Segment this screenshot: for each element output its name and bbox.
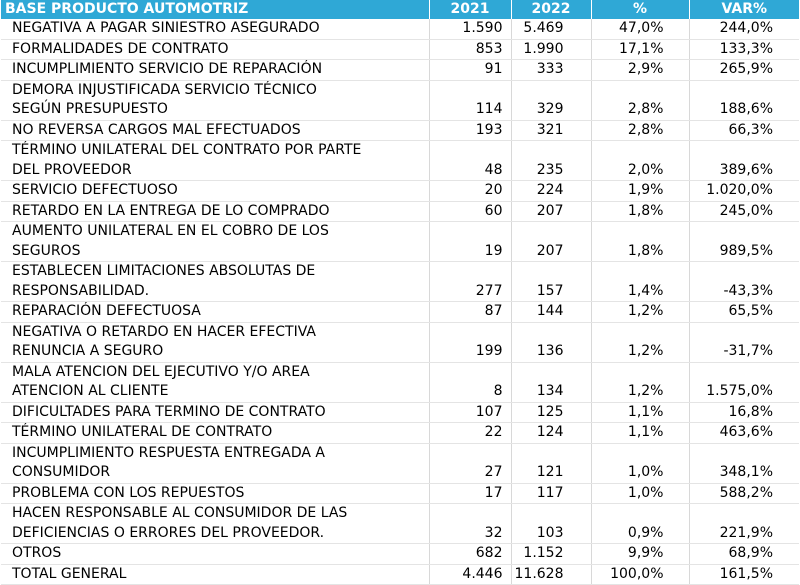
cell-variation[interactable]: 68,9% [689,544,799,565]
table-row [1,222,799,262]
cell-2021[interactable]: 277 [429,262,511,302]
cell-reason[interactable] [1,483,429,504]
cell-percent[interactable]: 1,2% [591,302,689,323]
reason-line-1: TOTAL GENERAL [12,565,127,582]
cell-2021[interactable]: 682 [429,544,511,565]
cell-2021[interactable]: 48 [429,141,511,181]
cell-percent[interactable]: 2,8% [591,120,689,141]
cell-reason[interactable] [1,544,429,565]
reason-line-1: TÉRMINO UNILATERAL DEL CONTRATO POR PARTE [12,142,362,158]
cell-reason[interactable] [1,201,429,222]
reason-line-1: DEMORA INJUSTIFICADA SERVICIO TÉCNICO [12,81,317,98]
table-row [1,141,799,181]
cell-2021[interactable]: 27 [429,443,511,483]
cell-reason[interactable] [1,60,429,81]
reason-line-1: HACEN RESPONSABLE AL CONSUMIDOR DE LAS [12,505,348,521]
cell-variation[interactable]: 16,8% [689,402,799,423]
cell-2022[interactable]: 124 [511,423,591,444]
cell-variation[interactable]: 66,3% [689,120,799,141]
table-row [1,181,799,202]
table-row [1,302,799,323]
cell-percent[interactable]: 47,0% [591,19,689,39]
table-row [1,201,799,222]
header-variation[interactable]: VAR% [689,0,799,19]
table-row [1,322,799,362]
reason-line-1: INCUMPLIMIENTO RESPUESTA ENTREGADA A [12,444,326,461]
cell-2021[interactable]: 853 [429,39,511,60]
cell-variation[interactable]: 389,6% [689,141,799,181]
header-row [1,0,799,19]
cell-reason[interactable] [1,80,429,120]
reason-line-1: NO REVERSA CARGOS MAL EFECTUADOS [12,121,301,138]
cell-2021[interactable]: 20 [429,181,511,202]
reason-line-2: CONSUMIDOR [12,464,111,480]
table-row [1,39,799,60]
cell-2022[interactable]: 157 [511,262,591,302]
table-row [1,19,799,39]
cell-2022[interactable]: 321 [511,120,591,141]
cell-variation[interactable]: 221,9% [689,504,799,544]
cell-2022[interactable]: 235 [511,141,591,181]
cell-percent[interactable]: 1,1% [591,423,689,444]
table-row [1,443,799,483]
reason-line-2: SEGUROS [12,242,81,259]
cell-2022[interactable]: 136 [511,322,591,362]
cell-percent[interactable]: 2,8% [591,80,689,120]
cell-2022[interactable]: 103 [511,504,591,544]
cell-reason[interactable] [1,362,429,402]
reason-line-2: RESPONSABILIDAD. [12,282,150,299]
cell-2021[interactable]: 8 [429,362,511,402]
cell-2021[interactable]: 1.590 [429,19,511,39]
cell-2022[interactable]: 207 [511,222,591,262]
cell-percent[interactable]: 1,0% [591,483,689,504]
cell-percent[interactable]: 100,0% [591,564,689,585]
cell-percent[interactable]: 2,9% [591,60,689,81]
cell-variation[interactable]: 989,5% [689,222,799,262]
cell-2022[interactable]: 1.152 [511,544,591,565]
complaints-table [1,0,799,585]
cell-2022[interactable]: 5.469 [511,19,591,39]
cell-2022[interactable]: 329 [511,80,591,120]
cell-reason[interactable] [1,564,429,585]
cell-reason[interactable] [1,222,429,262]
cell-percent[interactable]: 17,1% [591,39,689,60]
reason-line-2: SEGÚN PRESUPUESTO [12,101,168,117]
cell-reason[interactable] [1,181,429,202]
cell-reason[interactable] [1,402,429,423]
cell-2021[interactable]: 60 [429,201,511,222]
reason-line-1: SERVICIO DEFECTUOSO [12,182,178,198]
table-row [1,60,799,81]
reason-line-1: NEGATIVA A PAGAR SINIESTRO ASEGURADO [12,20,320,36]
cell-2021[interactable]: 4.446 [429,564,511,585]
cell-percent[interactable]: 1,4% [591,262,689,302]
cell-2021[interactable]: 193 [429,120,511,141]
cell-percent[interactable]: 1,1% [591,402,689,423]
cell-2022[interactable]: 333 [511,60,591,81]
cell-reason[interactable] [1,262,429,302]
reason-line-1: DIFICULTADES PARA TERMINO DE CONTRATO [12,403,326,420]
header-percent[interactable]: % [591,0,689,19]
cell-variation[interactable]: 245,0% [689,201,799,222]
cell-reason[interactable] [1,120,429,141]
reason-line-1: ESTABLECEN LIMITACIONES ABSOLUTAS DE [12,263,316,279]
header-product-base[interactable]: BASE PRODUCTO AUTOMOTRIZ [1,0,429,19]
reason-line-1: NEGATIVA O RETARDO EN HACER EFECTIVA [12,323,316,340]
cell-reason[interactable] [1,39,429,60]
table-row [1,402,799,423]
table-row [1,423,799,444]
reason-line-1: FORMALIDADES DE CONTRATO [12,40,229,57]
table-row [1,504,799,544]
reason-line-1: AUMENTO UNILATERAL EN EL COBRO DE LOS [12,223,329,239]
cell-percent[interactable]: 2,0% [591,141,689,181]
cell-reason[interactable] [1,443,429,483]
cell-2022[interactable]: 1.990 [511,39,591,60]
cell-percent[interactable]: 1,0% [591,443,689,483]
cell-2021[interactable]: 19 [429,222,511,262]
cell-variation[interactable]: 1.020,0% [689,181,799,202]
cell-variation[interactable]: 463,6% [689,423,799,444]
cell-variation[interactable]: 1.575,0% [689,362,799,402]
cell-percent[interactable]: 1,9% [591,181,689,202]
cell-2022[interactable]: 134 [511,362,591,402]
reason-line-2: DEL PROVEEDOR [12,161,132,178]
reason-line-1: INCUMPLIMIENTO SERVICIO DE REPARACIÓN [12,61,323,77]
header-year-2022[interactable]: 2022 [511,0,591,19]
cell-2022[interactable]: 144 [511,302,591,323]
cell-2021[interactable]: 32 [429,504,511,544]
cell-2022[interactable]: 125 [511,402,591,423]
cell-percent[interactable]: 0,9% [591,504,689,544]
cell-variation[interactable]: 265,9% [689,60,799,81]
cell-2022[interactable]: 207 [511,201,591,222]
cell-variation[interactable]: 244,0% [689,19,799,39]
cell-variation[interactable]: 65,5% [689,302,799,323]
reason-line-1: RETARDO EN LA ENTREGA DE LO COMPRADO [12,202,330,219]
table-row [1,80,799,120]
reason-line-2: ATENCION AL CLIENTE [12,383,169,399]
cell-variation[interactable]: 188,6% [689,80,799,120]
cell-variation[interactable]: 133,3% [689,39,799,60]
cell-2022[interactable]: 117 [511,483,591,504]
cell-variation[interactable]: 588,2% [689,483,799,504]
cell-2021[interactable]: 107 [429,402,511,423]
cell-variation[interactable]: 348,1% [689,443,799,483]
reason-line-2: DEFICIENCIAS O ERRORES DEL PROVEEDOR. [12,524,325,541]
cell-variation[interactable]: -31,7% [689,322,799,362]
cell-2021[interactable]: 114 [429,80,511,120]
cell-reason[interactable] [1,322,429,362]
cell-percent[interactable]: 1,8% [591,222,689,262]
cell-reason[interactable] [1,141,429,181]
cell-percent[interactable]: 1,2% [591,322,689,362]
cell-2021[interactable]: 17 [429,483,511,504]
table-body [1,19,799,585]
reason-line-1: REPARACIÓN DEFECTUOSA [12,303,201,319]
cell-2022[interactable]: 224 [511,181,591,202]
cell-variation[interactable]: 161,5% [689,564,799,585]
table-row [1,262,799,302]
reason-line-1: PROBLEMA CON LOS REPUESTOS [12,484,245,501]
table-row [1,564,799,585]
reason-line-1: MALA ATENCION DEL EJECUTIVO Y/O AREA [12,363,310,380]
cell-2022[interactable]: 11.628 [511,564,591,585]
cell-2021[interactable]: 87 [429,302,511,323]
cell-variation[interactable]: -43,3% [689,262,799,302]
cell-2021[interactable]: 91 [429,60,511,81]
cell-reason[interactable] [1,302,429,323]
table-row [1,120,799,141]
cell-reason[interactable] [1,423,429,444]
cell-reason[interactable] [1,504,429,544]
cell-reason[interactable] [1,19,429,39]
table-row [1,362,799,402]
cell-percent[interactable]: 1,8% [591,201,689,222]
reason-line-1: OTROS [12,545,62,561]
cell-2021[interactable]: 22 [429,423,511,444]
table-row [1,483,799,504]
reason-line-1: TÉRMINO UNILATERAL DE CONTRATO [12,424,273,440]
cell-percent[interactable]: 9,9% [591,544,689,565]
header-year-2021[interactable]: 2021 [429,0,511,19]
cell-percent[interactable]: 1,2% [591,362,689,402]
table-row [1,544,799,565]
reason-line-2: RENUNCIA A SEGURO [12,343,164,359]
cell-2022[interactable]: 121 [511,443,591,483]
cell-2021[interactable]: 199 [429,322,511,362]
